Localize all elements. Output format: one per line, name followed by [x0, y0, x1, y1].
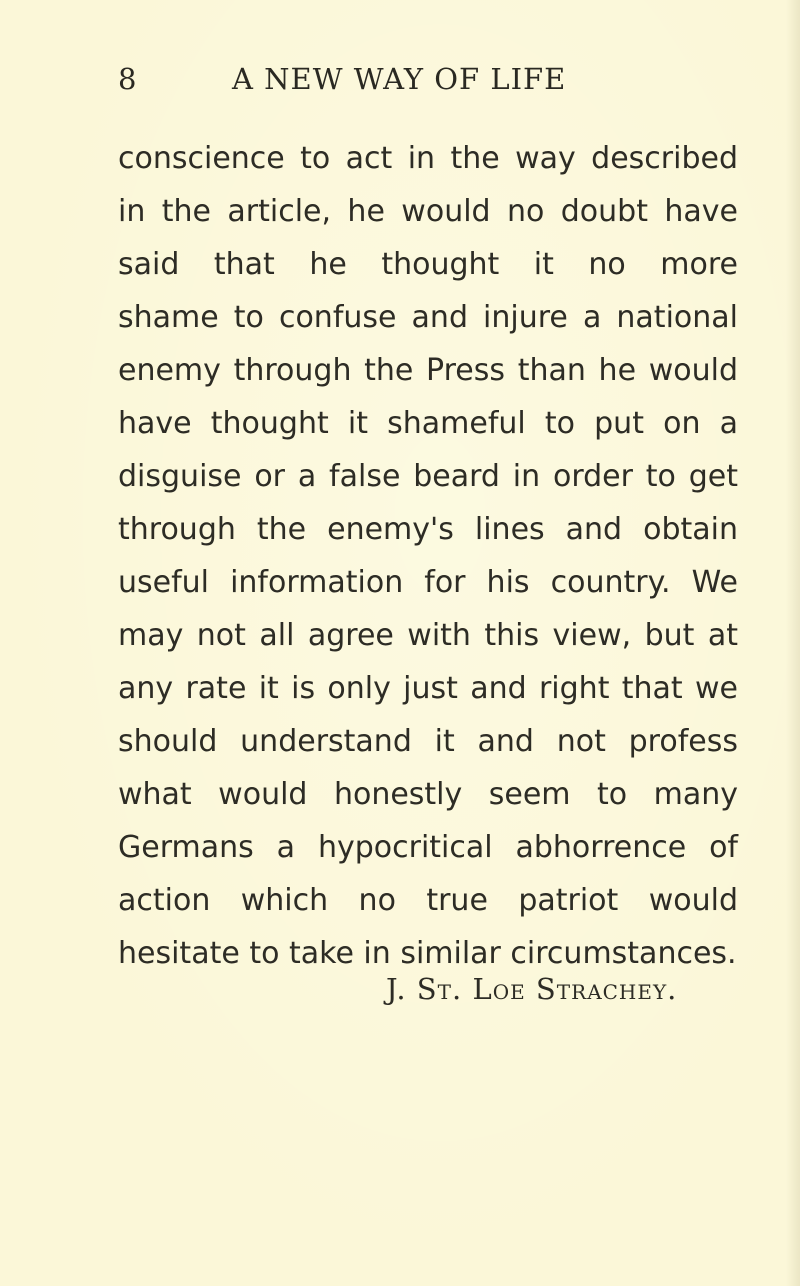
text-line: Germans a hypocritical abhorrence of — [118, 830, 738, 865]
text-line: have thought it shameful to put on a — [118, 406, 738, 441]
text-line: said that he thought it no more — [118, 247, 738, 282]
text-line: should understand it and not profess — [118, 724, 738, 759]
body-paragraph — [118, 132, 738, 980]
text-line: conscience to act in the way described — [118, 141, 738, 176]
text-line: through the enemy's lines and obtain — [118, 512, 738, 547]
text-line: useful information for his country. We — [118, 565, 738, 600]
page-edge-shadow — [786, 0, 800, 1286]
text-line: hesitate to take in similar circumstances. — [118, 936, 737, 971]
text-line: in the article, he would no doubt have — [118, 194, 738, 229]
running-header — [118, 62, 628, 102]
page-title: A NEW WAY OF LIFE — [232, 62, 567, 96]
text-line: what would honestly seem to many — [118, 777, 738, 812]
text-line: enemy through the Press than he would — [118, 353, 738, 388]
author-signature: J. St. Loe Strachey. — [386, 972, 678, 1006]
text-line: any rate it is only just and right that we — [118, 671, 738, 706]
text-line: disguise or a false beard in order to get — [118, 459, 738, 494]
text-line: action which no true patriot would — [118, 883, 738, 918]
text-line: shame to confuse and injure a national — [118, 300, 738, 335]
page-number: 8 — [118, 62, 138, 96]
text-line: may not all agree with this view, but at — [118, 618, 738, 653]
